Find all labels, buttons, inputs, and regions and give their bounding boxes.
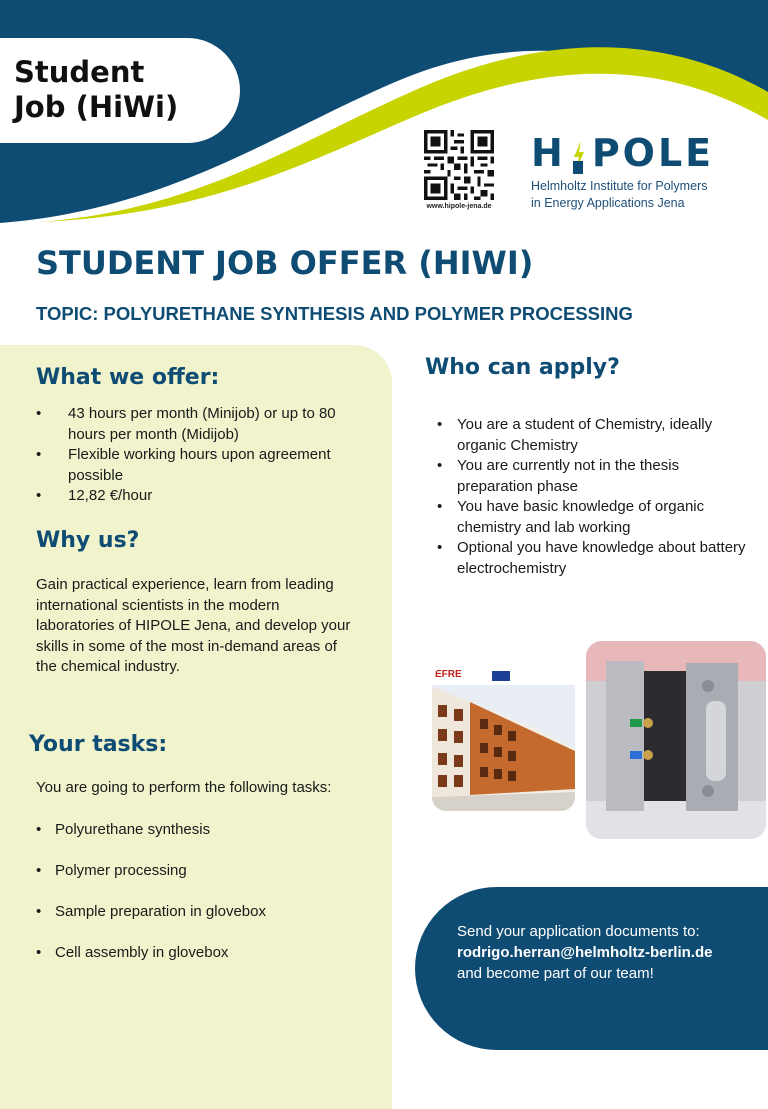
- logo-word-right: POLE: [591, 131, 715, 175]
- list-item: • You have basic knowledge of organic chemistry and lab working: [437, 497, 747, 538]
- offer-heading: What we offer:: [36, 365, 220, 390]
- logo-subtitle-line-2: in Energy Applications Jena: [531, 196, 685, 210]
- lab-cell-photo: [586, 641, 766, 839]
- apply-list: [437, 415, 747, 579]
- list-item: • Polyurethane synthesis: [36, 820, 366, 861]
- efre-sign: EFRE: [435, 669, 462, 680]
- badge-title: [14, 55, 178, 125]
- list-item: • Polymer processing: [36, 861, 366, 902]
- tasks-heading: Your tasks:: [29, 732, 168, 757]
- list-item: • 12,82 €/hour: [36, 486, 356, 507]
- page-title: STUDENT JOB OFFER (HIWI): [36, 244, 534, 282]
- logo-subtitle-line-1: Helmholtz Institute for Polymers: [531, 179, 708, 193]
- contact-outro: and become part of our team!: [457, 965, 654, 982]
- building-photo: [432, 667, 575, 811]
- list-item: • Flexible working hours upon agreement possible: [36, 445, 356, 486]
- list-item: • Optional you have knowledge about battery electrochemistry: [437, 538, 747, 579]
- offer-list: [36, 404, 356, 507]
- list-item: • Cell assembly in glovebox: [36, 943, 366, 984]
- contact-intro: Send your application documents to:: [457, 923, 700, 940]
- badge-line-2: Job (HiWi): [14, 90, 179, 124]
- logo-wordmark: [531, 132, 714, 174]
- badge-line-1: Student: [14, 55, 145, 89]
- contact-email-link[interactable]: rodrigo.herran@helmholtz-berlin.de: [457, 944, 713, 961]
- apply-heading: Who can apply?: [425, 355, 620, 380]
- tasks-intro: You are going to perform the following tasks:: [36, 779, 332, 796]
- lightning-icon: [570, 140, 588, 174]
- why-text: Gain practical experience, learn from leading international scientists in the modern laboratories of HIPOLE Jena, and develop your skills in some of the most in-demand areas of the chemical industry.: [36, 576, 351, 675]
- why-heading: Why us?: [36, 528, 140, 553]
- logo-word-left: H: [531, 131, 566, 175]
- hipole-logo: [531, 132, 714, 212]
- tasks-list: [36, 820, 366, 984]
- logo-subtitle: [531, 178, 714, 212]
- list-item: • 43 hours per month (Minijob) or up to 80 hours per month (Midijob): [36, 404, 356, 445]
- list-item: • You are a student of Chemistry, ideally organic Chemistry: [437, 415, 747, 456]
- qr-code-icon[interactable]: [424, 130, 494, 200]
- list-item: • Sample preparation in glovebox: [36, 902, 366, 943]
- topic-heading: TOPIC: POLYURETHANE SYNTHESIS AND POLYMER PROCESSING: [36, 303, 633, 324]
- contact-block: [415, 887, 768, 1050]
- qr-caption: www.hipole-jena.de: [426, 203, 492, 210]
- list-item: • You are currently not in the thesis preparation phase: [437, 456, 747, 497]
